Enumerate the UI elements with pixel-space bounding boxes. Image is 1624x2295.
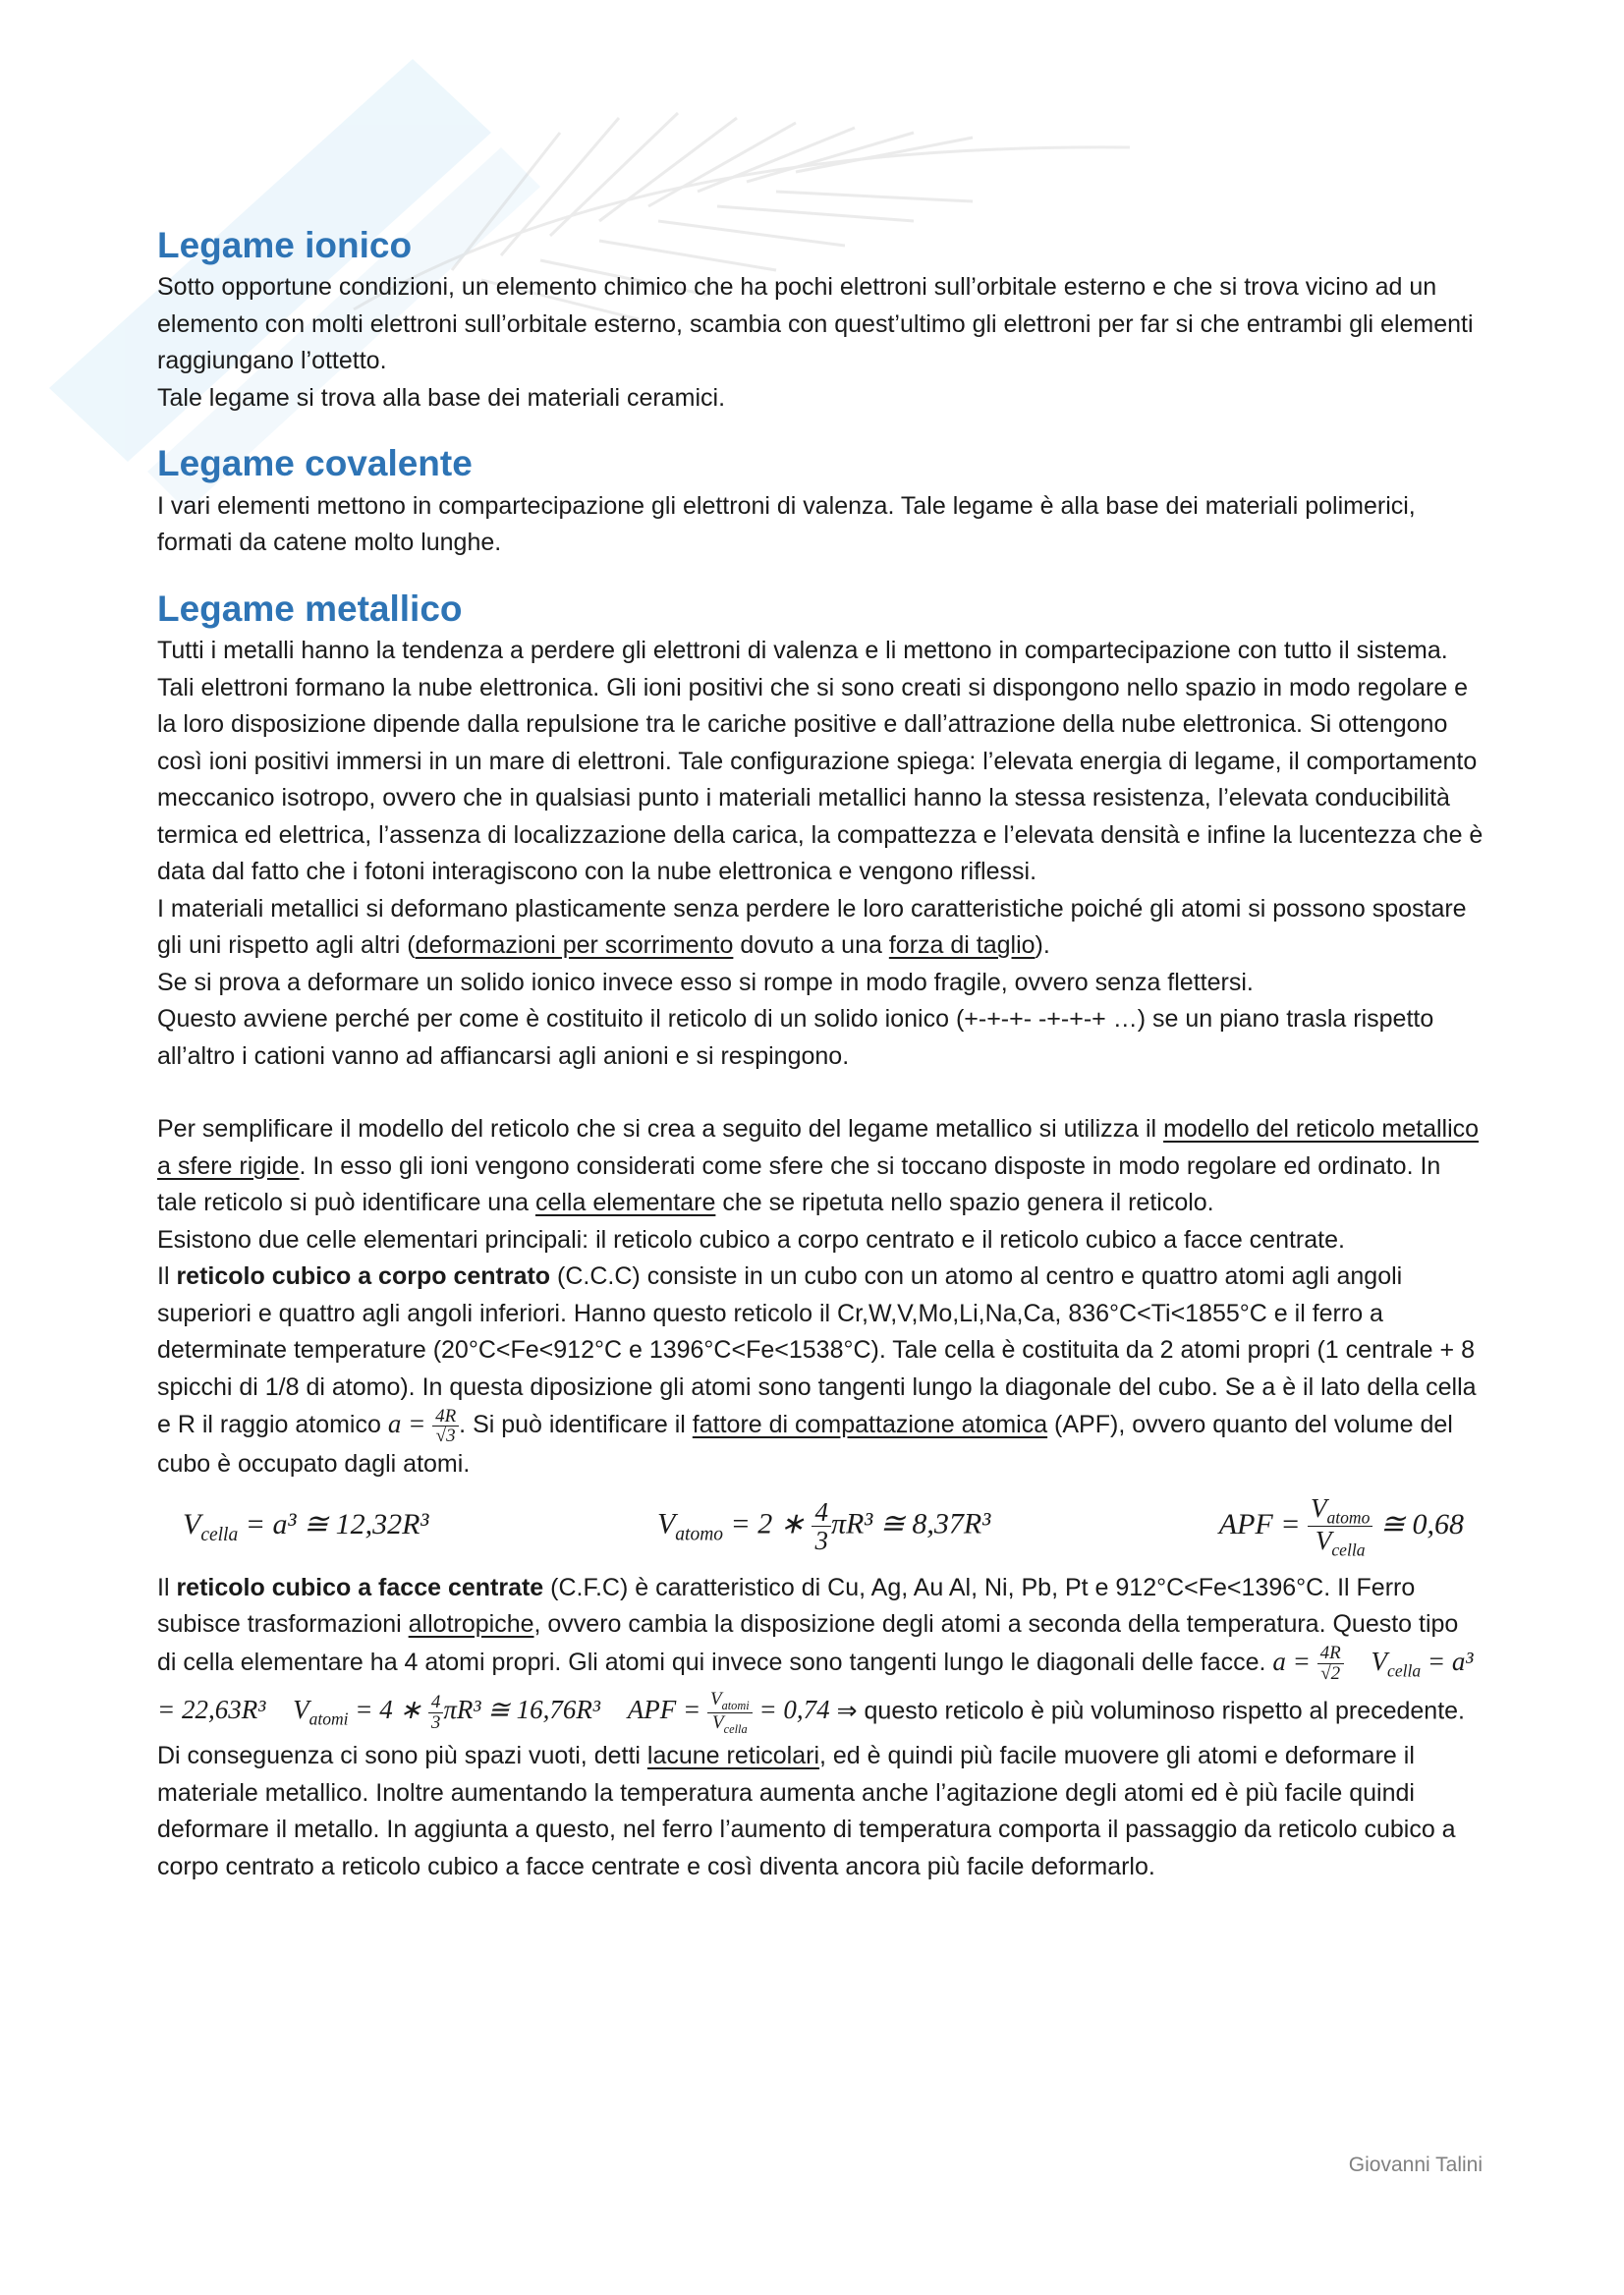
formula-a-cfc: a = $\frac{4R}{√2}$ [1272, 1647, 1343, 1676]
document-content [157, 224, 1484, 1885]
term-cfc: reticolo cubico a facce centrate [176, 1573, 544, 1601]
section-legame-metallico [157, 588, 1484, 1885]
paragraph: I vari elementi mettono in compartecipazione gli elettroni di valenza. Tale legame è alla base dei materiali polimerici, formati da catene molto lunghe. [157, 491, 1416, 557]
paragraph: Tutti i metalli hanno la tendenza a perdere gli elettroni di valenza e li mettono in compartecipazione con tutto il sistema. Tali elettroni formano la nube elettronica. Gli ioni positivi che si sono creati si dispongono nello spazio in modo regolare e la loro disposizione dipende dalla repulsione tra le cariche positive e dall’attrazione della nube elettronica. Si ottengono così ioni positivi immersi in un mare di elettroni. Tale configurazione spiega: l’elevata energia di legame, il comportamento meccanico isotropo, ovvero che in qualsiasi punto i materiali metallici hanno la stessa resistenza, l’elevata conducibilità termica ed elettrica, l’assenza di localizzazione della carica, la compattezza e l’elevata densità e infine la lucentezza che è data dal fatto che i fotoni interagiscono con la nube elettronica e vengono riflessi. [157, 637, 1484, 886]
section-legame-covalente [157, 442, 1484, 561]
paragraph-cfc: Il reticolo cubico a facce centrate (C.F.C) è caratteristico di Cu, Ag, Au Al, Ni, Pb, Pt e 912°C<Fe<1396°C. Il Ferro subisce trasformazioni allotropiche, ovvero cambia la disposizione degli atomi a seconda della temperatura. Questo tipo di cella elementare ha 4 atomi propri. Gli atomi qui invece sono tangenti lungo le diagonali delle facce. a = $\frac{4R}{√2}$ $V_{cella} = a^3 = 22,63R^3$ $V_{atomi} = 4$ ∗ $\frac{4}{3}$ πR³ ≅ 16,76R³ APF = $\frac{V_{atomi}}{V_{cella}}$ = 0,74 ⇒ questo reticolo è più voluminoso rispetto al precedente. Di conseguenza ci sono più spazi vuoti, detti lacune reticolari, ed è quindi più facile muovere gli atomi e deformare il materiale metallico. Inoltre aumentando la temperatura aumenta anche l’agitazione degli atomi ed è più facile quindi deformare il metallo. In aggiunta a questo, nel ferro l’aumento di temperatura comporta il passaggio da reticolo cubico a corpo centrato a reticolo cubico a facce centrate e così diventa ancora più facile deformarlo. [157, 1573, 1474, 1880]
term-forza-di-taglio: forza di taglio [888, 931, 1036, 960]
equations-ccc [157, 1483, 1484, 1570]
equation-vcella: $V_{cella} = a^3$ ≅ 12,32R³ [183, 1507, 429, 1545]
heading-legame-ionico: Legame ionico [157, 225, 413, 265]
formula-apf-cfc: APF = $\frac{V_{atomi}}{V_{cella}}$ = 0,74 [627, 1688, 830, 1736]
footer-author: Giovanni Talini [1348, 2154, 1483, 2176]
heading-legame-metallico: Legame metallico [157, 588, 463, 629]
term-lacune-reticolari: lacune reticolari [646, 1742, 819, 1770]
paragraph: Esistono due celle elementari principali: il reticolo cubico a corpo centrato e il reticolo cubico a facce centrate. [157, 1225, 1345, 1254]
paragraph: Se si prova a deformare un solido ionico invece esso si rompe in modo fragile, ovvero senza flettersi. [157, 968, 1254, 996]
formula-vcella-cfc: $V_{cella} = a^3 = 22,63R^3$ [157, 1646, 1474, 1725]
term-modello-sfere-rigide: modello del reticolo metallico a sfere rigide [157, 1115, 1480, 1180]
formula-vatomi-cfc: $V_{atomi} = 4$ ∗ $\frac{4}{3}$ πR³ ≅ 16,76R³ [293, 1691, 600, 1733]
heading-legame-covalente: Legame covalente [157, 443, 473, 484]
paragraph-ccc: Il reticolo cubico a corpo centrato (C.C.C) consiste in un cubo con un atomo al centro e quattro atomi agli angoli superiori e quattro agli angoli inferiori. Hanno questo reticolo il Cr,W,V,Mo,Li,Na,Ca, 836°C<Ti<1855°C e il ferro a determinate temperature (20°C<Fe<912°C e 1396°C<Fe<1538°C). Tale cella è costituita da 2 atomi propri (1 centrale + 8 spicchi di 1/8 di atomo). In questa diposizione gli atomi sono tangenti lungo la diagonale del cubo. Se a è il lato della cella e R il raggio atomico a = $\frac{4R}{√3}$ . Si può identificare il fattore di compattazione atomica (APF), ovvero quanto del volume del cubo è occupato dagli atomi. [157, 1262, 1477, 1479]
paragraph: Questo avviene perché per come è costituito il reticolo di un solido ionico (+-+-+- -+-+-+ …) se un piano trasla rispetto all’altro i cationi vanno ad affiancarsi agli anioni e si respingono. [157, 1005, 1434, 1070]
term-cella-elementare: cella elementare [534, 1189, 716, 1217]
term-deformazioni-per-scorrimento: deformazioni per scorrimento [415, 931, 734, 960]
formula-a-ccc: a = $\frac{4R}{√3}$ [388, 1409, 459, 1438]
paragraph-modello: Per semplificare il modello del reticolo che si crea a seguito del legame metallico si utilizza il modello del reticolo metallico a sfere rigide. In esso gli ioni vengono considerati come sfere che si toccano disposte in modo regolare ed ordinato. In tale reticolo si può identificare una cella elementare che se ripetuta nello spazio genera il reticolo. [157, 1115, 1480, 1217]
section-legame-ionico [157, 224, 1484, 417]
paragraph: I materiali metallici si deformano plasticamente senza perdere le loro caratteristiche poiché gli atomi si possono spostare gli uni rispetto agli altri (deformazioni per scorrimento dovuto a una forza di taglio). [157, 894, 1467, 960]
paragraph: Sotto opportune condizioni, un elemento chimico che ha pochi elettroni sull’orbitale esterno e che si trova vicino ad un elemento con molti elettroni sull’orbitale esterno, scambia con quest’ultimo gli elettroni per far si che entrambi gli elementi raggiungano l’ottetto. [157, 273, 1474, 375]
term-allotropiche: allotropiche [408, 1610, 534, 1639]
term-ccc: reticolo cubico a corpo centrato [176, 1262, 551, 1291]
term-apf: fattore di compattazione atomica [692, 1411, 1048, 1439]
equation-apf: APF = $\frac{V_{atomo}}{V_{cella}}$ ≅ 0,68 [1218, 1492, 1464, 1560]
paragraph: Tale legame si trova alla base dei materiali ceramici. [157, 383, 726, 412]
equation-vatomo: $V_{atomo} = 2$ ∗ $\frac{4}{3}$ πR³ ≅ 8,37R³ [656, 1497, 991, 1556]
